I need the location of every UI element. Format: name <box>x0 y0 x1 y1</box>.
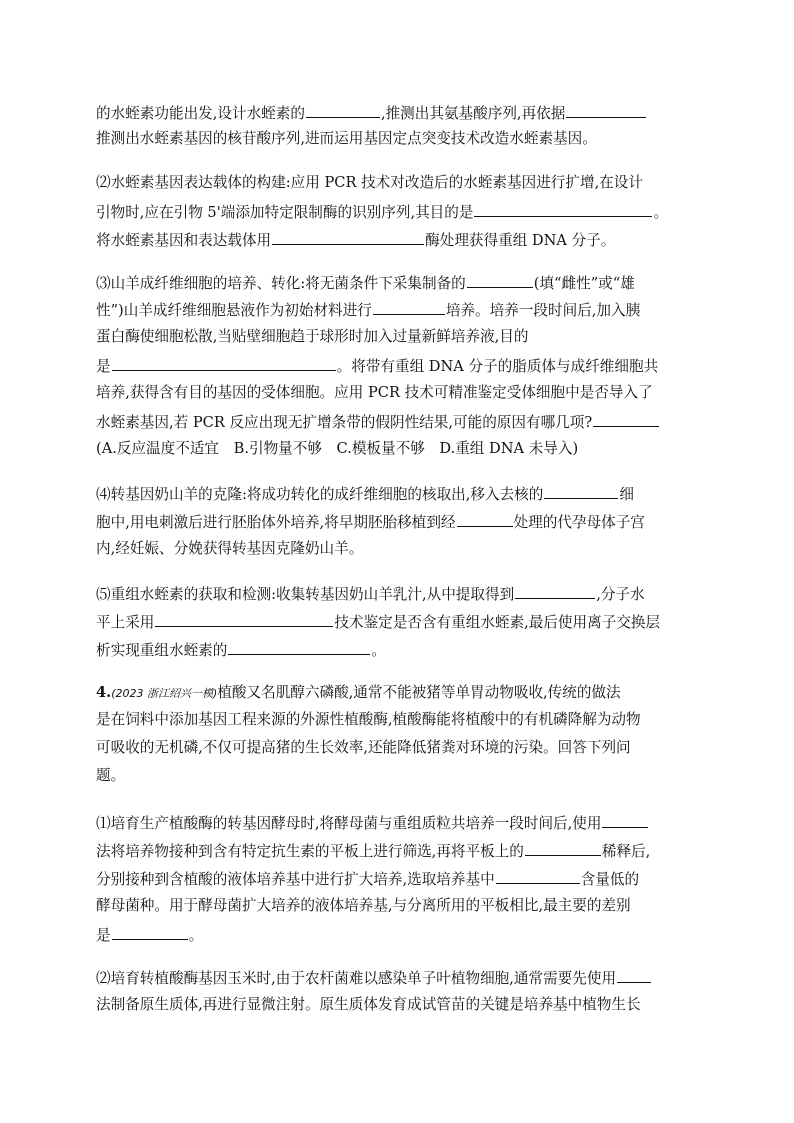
answer-blank[interactable] <box>306 102 380 118</box>
text-run: 性”)山羊成纤维细胞悬液作为初始材料进行 <box>96 302 372 319</box>
text-run: 法将培养物接种到含有特定抗生素的平板上进行筛选,再将平板上的 <box>96 843 524 860</box>
text-run: ⑶山羊成纤维细胞的培养、转化:将无菌条件下采集制备的 <box>96 275 466 292</box>
text-run: 平上采用 <box>96 614 155 631</box>
text-run: (填“雌性”或“雄 <box>533 275 635 292</box>
answer-blank[interactable] <box>566 102 646 118</box>
answer-blank[interactable] <box>467 272 533 288</box>
answer-blank[interactable] <box>272 229 424 245</box>
answer-blank[interactable] <box>515 583 595 599</box>
text-run: ⑴培育生产植酸酶的转基因酵母时,将酵母菌与重组质粒共培养一段时间后,使用 <box>96 815 602 832</box>
text-line: 培养,获得含有目的基因的受体细胞。应用 PCR 技术可精准鉴定受体细胞中是否导入了 <box>96 384 653 401</box>
text-line <box>96 924 700 946</box>
text-line: 题。 <box>96 767 126 784</box>
answer-blank[interactable] <box>457 511 513 527</box>
text-line <box>96 812 700 834</box>
text-line <box>96 229 700 251</box>
text-run: 。 <box>371 642 386 659</box>
question-stem-line <box>96 683 700 704</box>
text-line <box>96 411 700 433</box>
answer-blank[interactable] <box>112 924 188 940</box>
text-line <box>96 967 700 989</box>
answer-blank[interactable] <box>112 355 336 371</box>
text-run: ⑷转基因奶山羊的克隆:将成功转化的成纤维细胞的核取出,移入去核的 <box>96 486 544 503</box>
text-run: 技术鉴定是否含有重组水蛭素,最后使用离子交换层 <box>334 614 661 631</box>
text-line: 酵母菌种。用于酵母菌扩大培养的液体培养基,与分离所用的平板相比,最主要的差别 <box>96 897 631 914</box>
text-line <box>96 201 700 223</box>
text-line <box>96 272 700 294</box>
text-line: 可吸收的无机磷,不仅可提高猪的生长效率,还能降低猪粪对环境的污染。回答下列问 <box>96 739 631 756</box>
answer-blank[interactable] <box>373 299 445 315</box>
text-run: 析实现重组水蛭素的 <box>96 642 228 659</box>
text-run: ,推测出其氨基酸序列,再依据 <box>380 105 566 122</box>
answer-blank[interactable] <box>496 868 580 884</box>
answer-blank[interactable] <box>155 611 333 627</box>
text-run: 含量低的 <box>580 871 640 888</box>
text-run: 引物时,应在引物 5'端添加特定限制酶的识别序列,其目的是 <box>96 204 474 221</box>
text-run: 。将带有重组 DNA 分子的脂质体与成纤维细胞共 <box>336 358 659 375</box>
text-run: 。 <box>653 204 669 221</box>
text-line: 是在饲料中添加基因工程来源的外源性植酸酶,植酸酶能将植酸中的有机磷降解为动物 <box>96 711 641 728</box>
text-line <box>96 511 700 533</box>
question-source: (2023 浙江绍兴一模) <box>111 687 218 700</box>
text-run: ⑵培育转植酸酶基因玉米时,由于农杆菌难以感染单子叶植物细胞,通常需要先使用 <box>96 970 617 987</box>
answer-blank[interactable] <box>228 639 370 655</box>
answer-blank[interactable] <box>474 201 652 217</box>
text-line: (A.反应温度不适宜 B.引物量不够 C.模板量不够 D.重组 DNA 未导入) <box>96 440 579 457</box>
text-run: 。 <box>188 927 204 944</box>
text-line <box>96 355 700 377</box>
text-run: 植酸又名肌醇六磷酸,通常不能被猪等单胃动物吸收,传统的做法 <box>217 684 621 701</box>
answer-blank[interactable] <box>593 411 659 427</box>
text-line <box>96 868 700 890</box>
text-run: ⑸重组水蛭素的获取和检测:收集转基因奶山羊乳汁,从中提取得到 <box>96 586 515 603</box>
text-run: 酶处理获得重组 DNA 分子。 <box>425 232 616 249</box>
text-line: 法制备原生质体,再进行显微注射。原生质体发育成试管苗的关键是培养基中植物生长 <box>96 996 641 1013</box>
text-run: 将水蛭素基因和表达载体用 <box>96 232 272 249</box>
question-number: 4. <box>96 684 112 701</box>
text-line <box>96 639 700 661</box>
text-line: ⑵水蛭素基因表达载体的构建:应用 PCR 技术对改造后的水蛭素基因进行扩增,在设计 <box>96 174 643 191</box>
text-run: ,分子水 <box>596 586 645 603</box>
text-run: 处理的代孕母体子宫 <box>513 514 645 531</box>
text-run: 的水蛭素功能出发,设计水蛭素的 <box>96 105 305 122</box>
text-line <box>96 583 700 605</box>
text-run: 分别接种到含植酸的液体培养基中进行扩大培养,选取培养基中 <box>96 871 495 888</box>
text-line: 推测出水蛭素基因的核苷酸序列,进而运用基因定点突变技术改造水蛭素基因。 <box>96 130 597 147</box>
text-run: 细 <box>619 486 634 503</box>
answer-blank[interactable] <box>602 812 648 828</box>
text-run: 培养。培养一段时间后,加入胰 <box>445 302 641 319</box>
text-run: 稀释后, <box>601 843 651 860</box>
answer-blank[interactable] <box>617 967 651 983</box>
text-line <box>96 102 700 124</box>
answer-blank[interactable] <box>544 483 618 499</box>
text-run: 水蛭素基因,若 PCR 反应出现无扩增条带的假阴性结果,可能的原因有哪几项? <box>96 414 593 431</box>
text-run: 胞中,用电刺激后进行胚胎体外培养,将早期胚胎移植到经 <box>96 514 456 531</box>
text-line <box>96 483 700 505</box>
answer-blank[interactable] <box>525 840 601 856</box>
text-line: 蛋白酶使细胞松散,当贴壁细胞趋于球形时加入过量新鲜培养液,目的 <box>96 328 529 345</box>
text-line: 内,经妊娠、分娩获得转基因克隆奶山羊。 <box>96 540 364 557</box>
text-run: 是 <box>96 927 111 944</box>
text-line <box>96 611 700 633</box>
text-line <box>96 299 700 321</box>
text-run: 是 <box>96 358 111 375</box>
text-line <box>96 840 700 862</box>
